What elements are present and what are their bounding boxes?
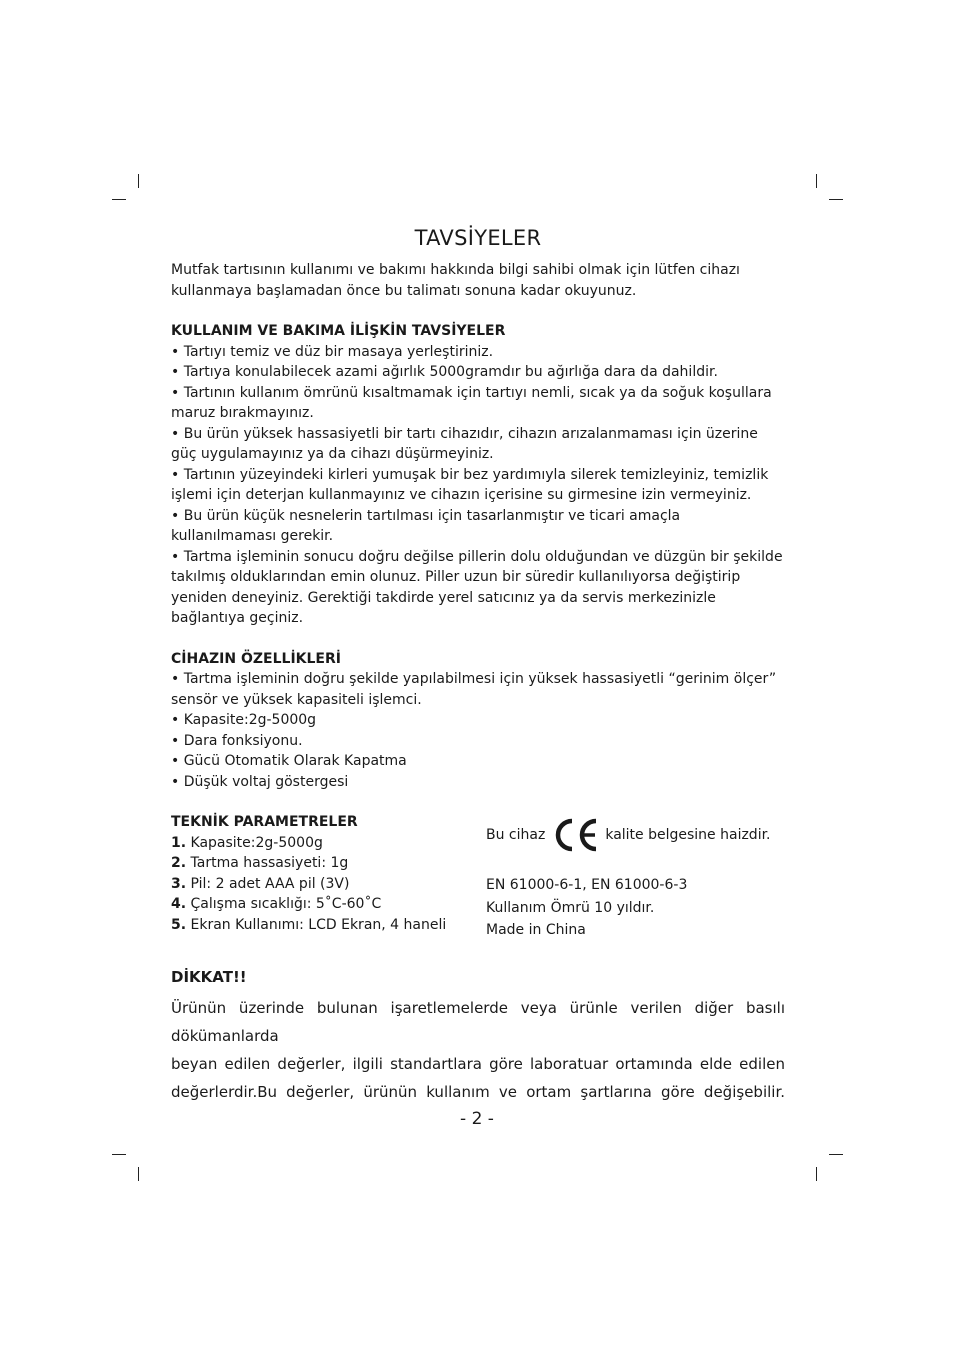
lifetime-text: Kullanım Ömrü 10 yıldır. (486, 899, 655, 916)
item-number: 1. (171, 834, 187, 851)
technical-item (171, 915, 486, 936)
crop-mark-top-right-horizontal (829, 199, 843, 200)
warning-line: Ürünün üzerinde bulunan işaretlemelerde veya ürünle verilen diğer basılı dökümanlarda (171, 998, 785, 1045)
technical-heading: TEKNİK PARAMETRELER (171, 814, 358, 830)
usage-item: • Tartının yüzeyindeki kirleri yumuşak bir bez yardımıyla silerek temizleyiniz, temizlik işlemi için deterjan kullanmayınız ve cihazın içerisine su girmesine izin vermeyiniz. (171, 466, 769, 503)
warning-line: değerlerdir.Bu değerler, ürünün kullanım ve ortam şartlarına göre değişebilir. (171, 1082, 785, 1101)
item-text: Pil: 2 adet AAA pil (3V) (190, 875, 350, 892)
crop-mark-bottom-right-horizontal (829, 1154, 843, 1155)
features-heading: CİHAZIN ÖZELLİKLERİ (171, 650, 341, 667)
crop-mark-top-left-vertical (138, 174, 139, 188)
item-text: Çalışma sıcaklığı: 5˚C-60˚C (190, 896, 382, 912)
intro-paragraph: Mutfak tartısının kullanımı ve bakımı hakkında bilgi sahibi olmak için lütfen cihazı kullanmaya başlamadan önce bu talimatı sonuna kadar okuyunuz. (171, 262, 740, 299)
origin-text: Made in China (486, 922, 586, 938)
feature-item: • Gücü Otomatik Olarak Kapatma (171, 753, 407, 769)
usage-item: • Tartma işleminin sonucu doğru değilse pillerin dolu olduğundan ve düzgün bir şekilde takılmış olduklarından emin olunuz. Piller uzun bir süredir kullanılıyorsa değiştirip yeniden deneyiniz. Gerektiği takdirde yerel satıcınız ya da servis merkezinizle bağlantıya geçiniz. (171, 548, 783, 626)
technical-item (171, 874, 486, 895)
feature-item: • Dara fonksiyonu. (171, 732, 303, 749)
page-title: TAVSİYELER (414, 226, 542, 250)
technical-item (171, 894, 486, 915)
item-number: 3. (171, 875, 187, 892)
usage-item: • Tartıyı temiz ve düz bir masaya yerleştiriniz. (171, 343, 494, 360)
feature-item: • Düşük voltaj göstergesi (171, 773, 349, 790)
crop-mark-top-left-horizontal (112, 199, 126, 200)
document-body (171, 226, 785, 1106)
usage-item: • Bu ürün yüksek hassasiyetli bir tartı cihazıdır, cihazın arızalanmaması için üzerine güç uygulamayınız ya da cihazı düşürmeyiniz. (171, 425, 758, 462)
warning-line: beyan edilen değerler, ilgili standartlara göre laboratuar ortamında elde edilen (171, 1054, 785, 1073)
item-number: 2. (171, 855, 187, 871)
technical-item (171, 833, 486, 854)
crop-mark-bottom-left-horizontal (112, 1154, 126, 1155)
item-number: 5. (171, 916, 187, 933)
ce-statement (486, 818, 785, 852)
certification-section (486, 812, 785, 942)
technical-section (171, 812, 486, 942)
ce-prefix: Bu cihaz (486, 826, 546, 843)
usage-item: • Bu ürün küçük nesnelerin tartılması için tasarlanmıştır ve ticari amaçla kullanılmaması gerekir. (171, 507, 681, 544)
feature-item: • Kapasite:2g-5000g (171, 712, 317, 728)
feature-item: • Tartma işleminin doğru şekilde yapılabilmesi için yüksek hassasiyetli “gerinim ölçer” sensör ve yüksek kapasiteli işlemci. (171, 671, 777, 708)
usage-heading: KULLANIM VE BAKIMA İLİŞKİN TAVSİYELER (171, 323, 506, 339)
item-text: Tartma hassasiyeti: 1g (190, 855, 349, 871)
warning-heading: DİKKAT!! (171, 967, 247, 986)
crop-mark-top-right-vertical (816, 174, 817, 188)
usage-item: • Tartıya konulabilecek azami ağırlık 5000gramdır bu ağırlığa dara da dahildir. (171, 364, 718, 380)
technical-item (171, 853, 486, 874)
usage-item: • Tartının kullanım ömrünü kısaltmamak için tartıyı nemli, sıcak ya da soğuk koşullara maruz bırakmayınız. (171, 384, 772, 421)
item-number: 4. (171, 896, 187, 912)
page-number: - 2 - (460, 1109, 494, 1129)
crop-mark-bottom-left-vertical (138, 1167, 139, 1181)
crop-mark-bottom-right-vertical (816, 1167, 817, 1181)
usage-section (171, 321, 785, 629)
technical-and-certification (171, 812, 785, 942)
standards-text: EN 61000-6-1, EN 61000-6-3 (486, 877, 688, 893)
item-text: Ekran Kullanımı: LCD Ekran, 4 haneli (190, 916, 447, 933)
features-section (171, 649, 785, 793)
ce-suffix: kalite belgesine haizdir. (605, 826, 771, 843)
certification-details (486, 874, 785, 942)
item-text: Kapasite:2g-5000g (190, 834, 323, 851)
ce-mark-icon (551, 818, 601, 852)
